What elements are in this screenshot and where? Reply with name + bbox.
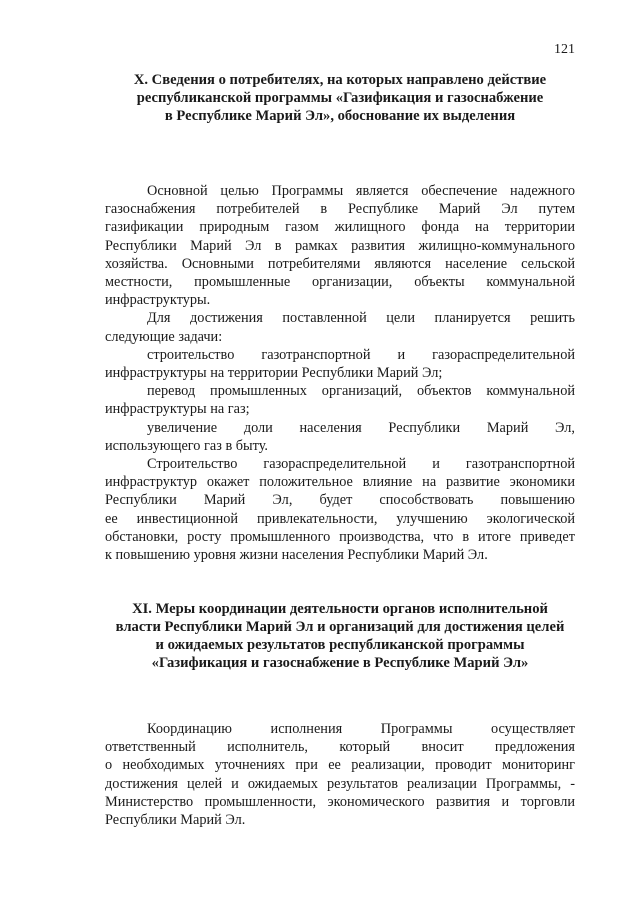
text-line: Строительство газораспределительной и газотранспортной — [147, 456, 575, 473]
text-line: хозяйства. Основными потребителями являются население сельской — [105, 255, 575, 272]
text-line: инфраструктуры. — [105, 292, 211, 309]
text-line: строительство газотранспортной и газораспределительной — [147, 346, 575, 363]
section-10-body — [105, 182, 575, 564]
text-line: Республики Марий Эл, будет способствовать повышению — [105, 492, 575, 509]
text-line: обстановки, росту промышленного производства, что в итоге приведет — [105, 528, 575, 545]
heading-line: X. Сведения о потребителях, на которых направлено действие — [133, 72, 547, 88]
page-number: 121 — [554, 42, 575, 57]
text-line: достижения целей и ожидаемых результатов реализации Программы, - — [105, 775, 575, 792]
text-line: газификации природным газом жилищного фонда на территории — [105, 219, 575, 236]
text-line: использующего газ в быту. — [105, 437, 269, 454]
heading-line: республиканской программы «Газификация и газоснабжение — [136, 90, 544, 106]
text-line: перевод промышленных организаций, объектов коммунальной — [147, 383, 575, 400]
text-line: о необходимых уточнениях при ее реализации, проводит мониторинг — [105, 757, 575, 774]
text-line: инфраструктуры на территории Республики Марий Эл; — [105, 365, 443, 382]
section-11-heading — [105, 600, 575, 672]
heading-line: в Республике Марий Эл», обоснование их выделения — [164, 108, 516, 124]
text-line: увеличение доли населения Республики Марий Эл, — [147, 419, 575, 436]
text-line: Координацию исполнения Программы осуществляет — [147, 721, 575, 737]
text-line: Для достижения поставленной цели планируется решить — [147, 310, 575, 327]
text-line: Республики Марий Эл. — [105, 812, 246, 829]
heading-line: власти Республики Марий Эл и организаций для достижения целей — [115, 619, 565, 635]
heading-line: «Газификация и газоснабжение в Республике Марий Эл» — [151, 655, 529, 671]
text-line: Министерство промышленности, экономического развития и торговли — [105, 793, 575, 810]
section-10-heading — [105, 71, 575, 125]
section-11-body — [105, 720, 575, 829]
text-line: газоснабжения потребителей в Республике Марий Эл путем — [105, 201, 575, 218]
text-line: инфраструктур окажет положительное влияние на развитие экономики — [105, 474, 575, 491]
text-line: Республики Марий Эл в рамках развития жилищно-коммунального — [105, 237, 575, 254]
text-line: Основной целью Программы является обеспечение надежного — [147, 183, 575, 199]
text-line: ответственный исполнитель, который вносит предложения — [105, 739, 575, 756]
text-line: к повышению уровня жизни населения Республики Марий Эл. — [105, 547, 488, 564]
text-line: местности, промышленные организации, объекты коммунальной — [105, 274, 575, 291]
text-line: следующие задачи: — [105, 328, 223, 345]
heading-line: XI. Меры координации деятельности органов исполнительной — [132, 601, 548, 617]
text-line: инфраструктуры на газ; — [105, 401, 250, 418]
text-line: ее инвестиционной привлекательности, улучшению экологической — [105, 510, 575, 527]
heading-line: и ожидаемых результатов республиканской программы — [155, 637, 525, 653]
